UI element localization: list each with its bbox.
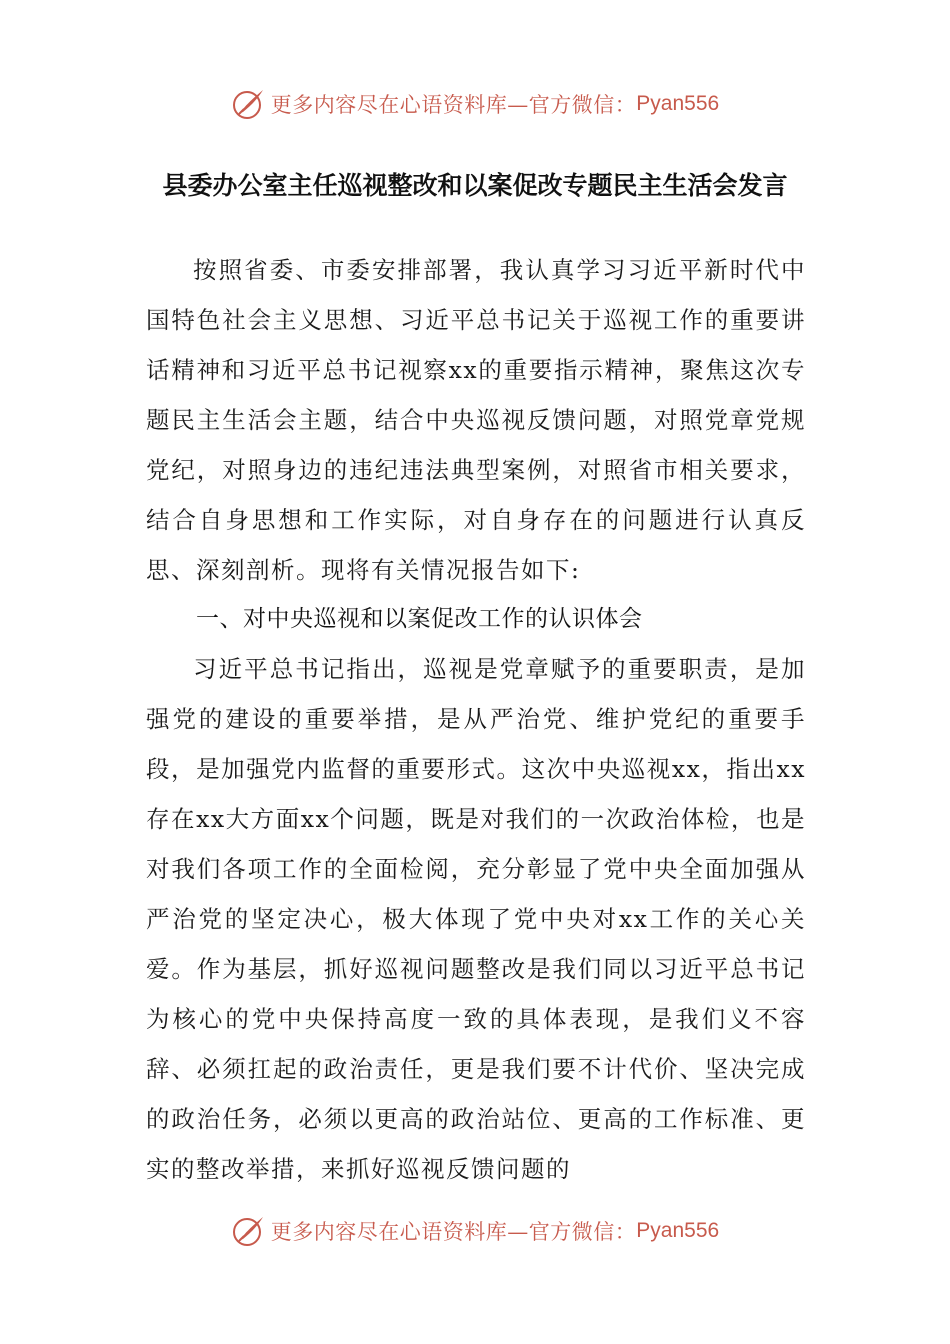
- banner-text: 更多内容尽在心语资料库—官方微信：: [270, 1220, 637, 1244]
- document-title: 县委办公室主任巡视整改和以案促改专题民主生活会发言: [162, 171, 788, 200]
- banner-wechat-id: Pyan556: [636, 1219, 720, 1242]
- quill-pen-logo-icon: [231, 1213, 267, 1249]
- section-heading-1: 一、对中央巡视和以案促改工作的认识体会: [196, 606, 643, 632]
- paragraph-section-1: 习近平总书记指出，巡视是党章赋予的重要职责，是加强党的建设的重要举措，是从严治党、维护党纪的重要手段，是加强党内监督的重要形式。这次中央巡视xx，指出xx存在xx大方面xx个问题，既是对我们的一次政治体检，也是对我们各项工作的全面检阅，充分彰显了党中央全面加强从严治党的坚定决心，极大体现了党中央对xx工作的关心关爱。作为基层，抓好巡视问题整改是我们同以习近平总书记为核心的党中央保持高度一致的具体表现，是我们义不容辞、必须扛起的政治责任，更是我们要不计代价、坚决完成的政治任务，必须以更高的政治站位、更高的工作标准、更实的整改举措，来抓好巡视反馈问题的: [146, 655, 806, 1183]
- quill-pen-logo-icon: [231, 86, 267, 122]
- banner-text: 更多内容尽在心语资料库—官方微信：: [270, 93, 637, 117]
- paragraph-intro: 按照省委、市委安排部署，我认真学习习近平新时代中国特色社会主义思想、习近平总书记关于巡视工作的重要讲话精神和习近平总书记视察xx的重要指示精神，聚焦这次专题民主生活会主题，结合中央巡视反馈问题，对照党章党规党纪，对照身边的违纪违法典型案例，对照省市相关要求，结合自身思想和工作实际，对自身存在的问题进行认真反思、深刻剖析。现将有关情况报告如下:: [146, 256, 806, 584]
- header-watermark-banner: [0, 84, 950, 124]
- banner-wechat-id: Pyan556: [636, 92, 720, 115]
- footer-watermark-banner: [0, 1211, 950, 1251]
